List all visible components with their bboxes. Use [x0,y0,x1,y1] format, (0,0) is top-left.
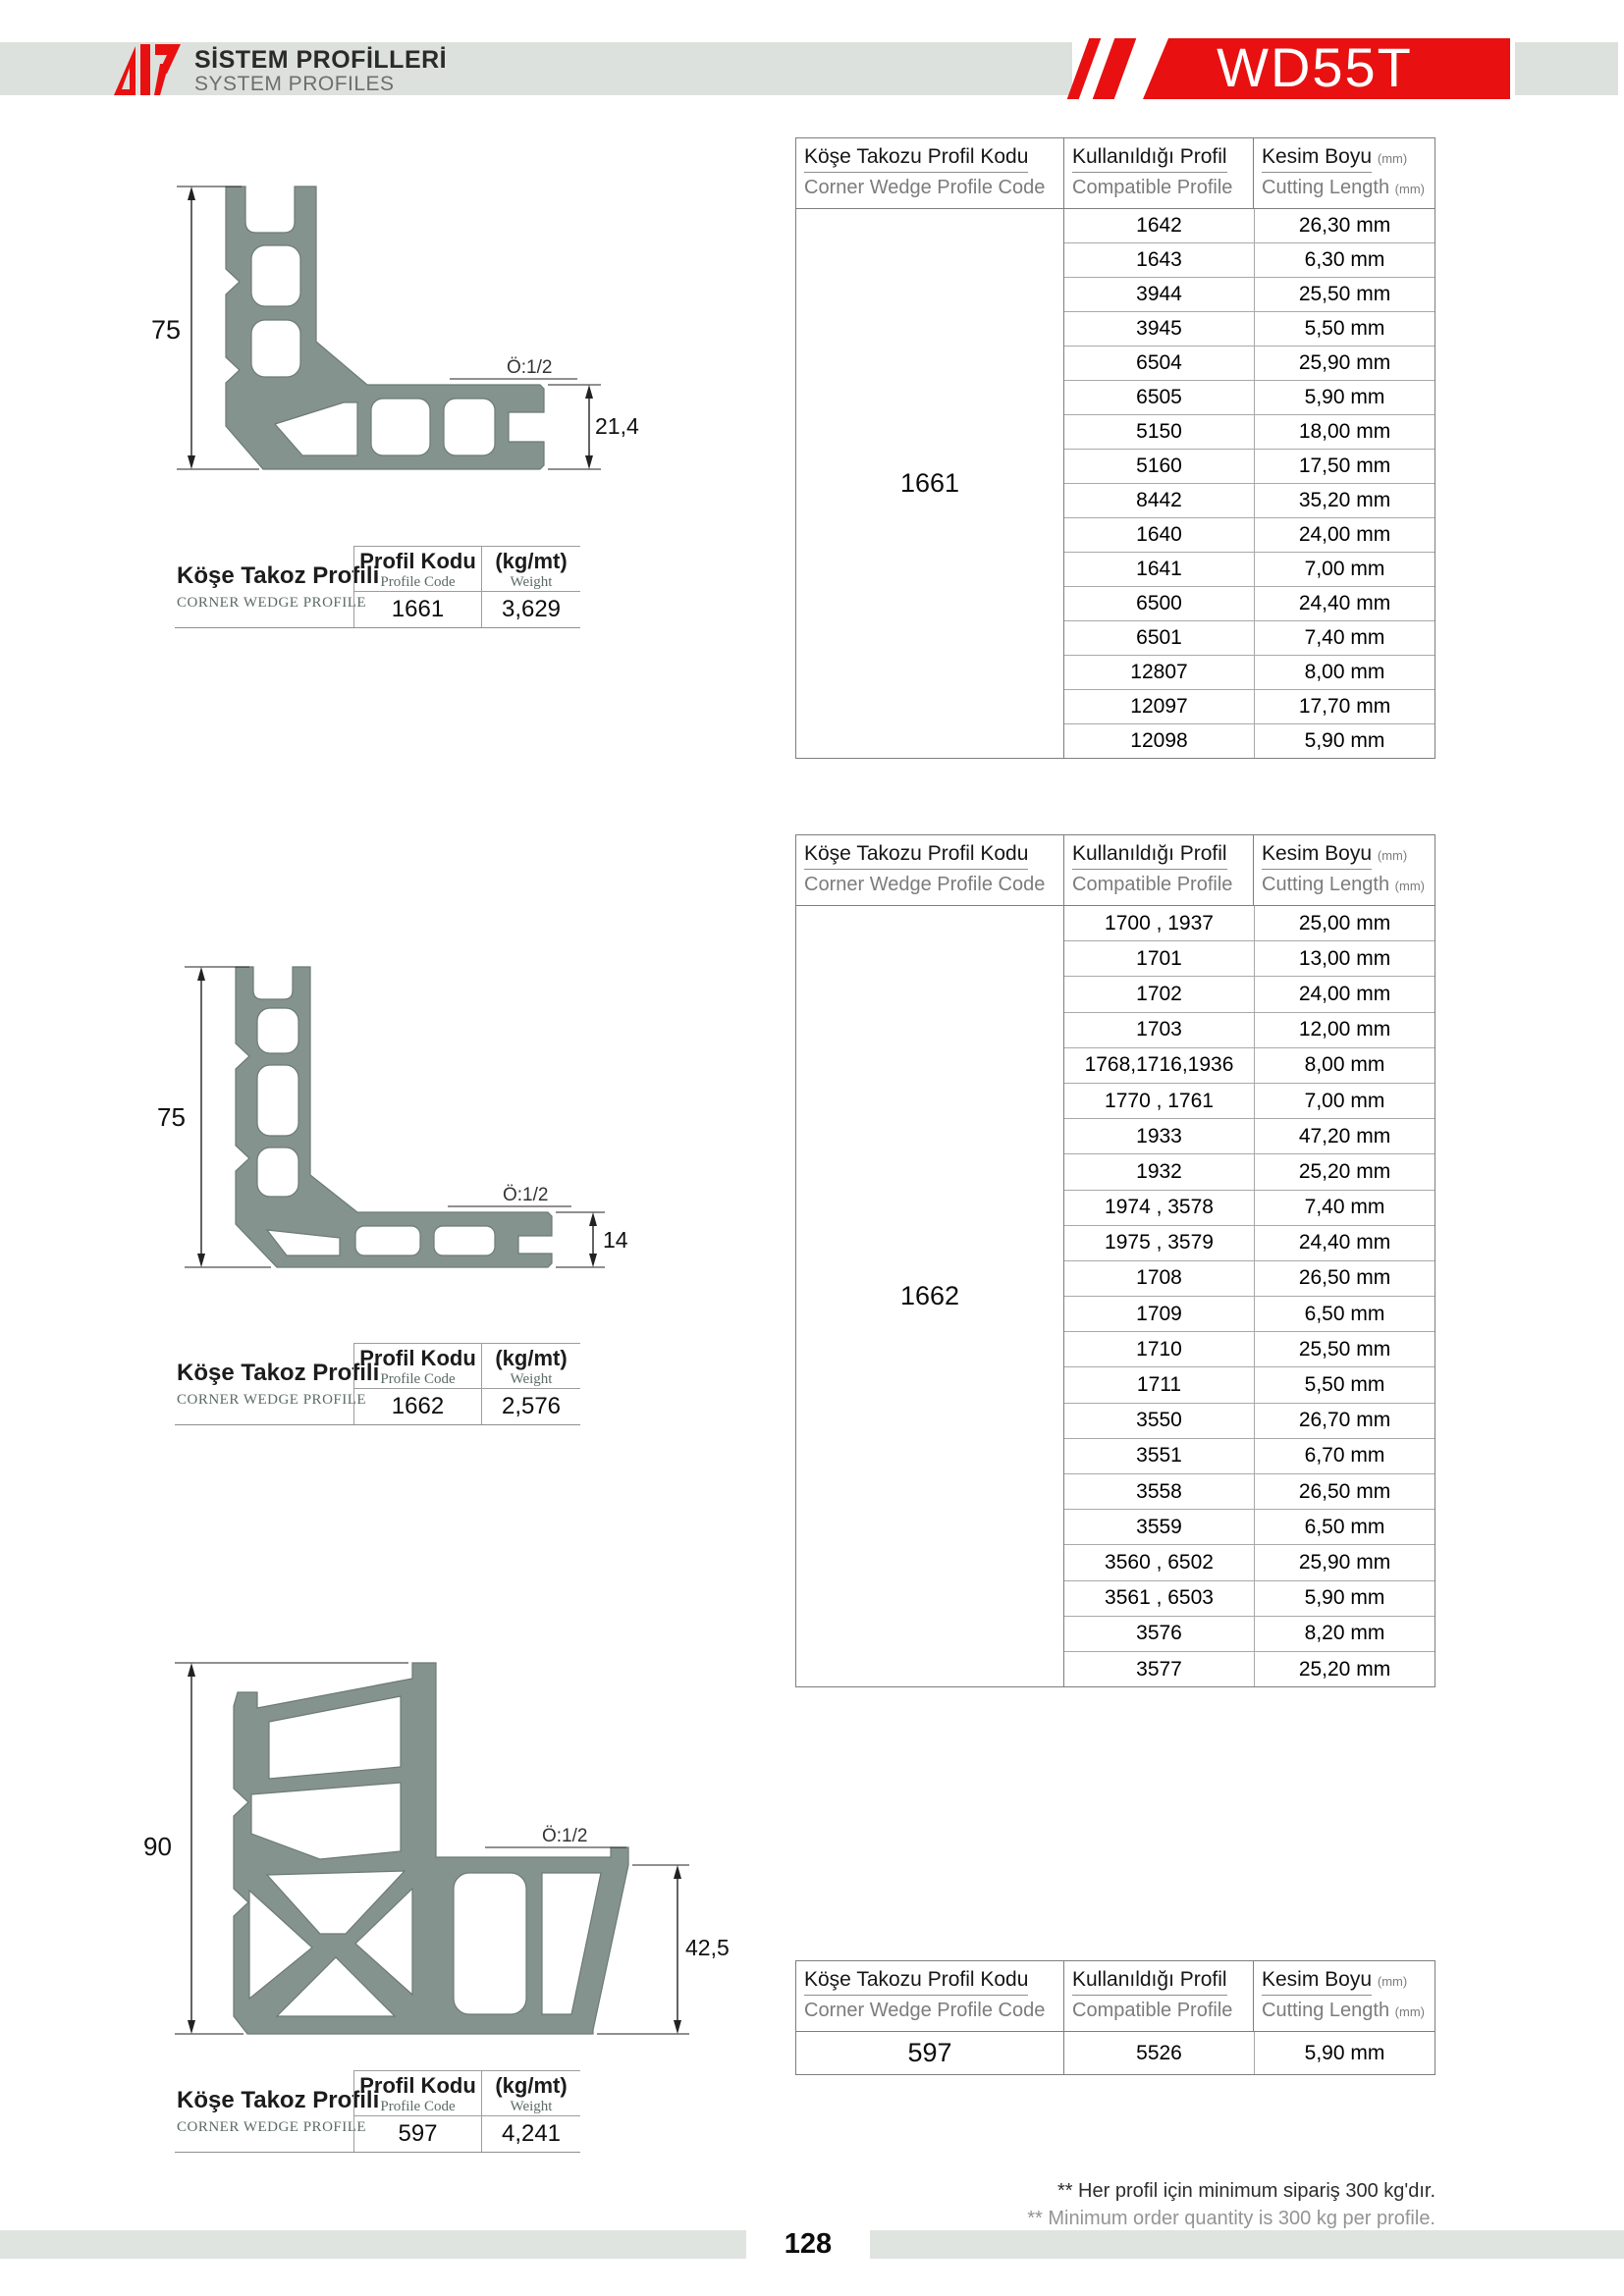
arrow-down-icon [188,455,195,469]
profile-code-header [354,2071,481,2116]
footnotes [884,2177,1435,2232]
corner-wedge-profile-label-en: CORNER WEDGE PROFILE [177,2118,367,2135]
compatible-profile-cell: 1711 [1136,1373,1182,1397]
compatible-profile-cell: 8442 [1136,489,1182,511]
table-row [1064,1403,1435,1438]
weight-value: 3,629 [501,596,562,622]
table-row [1064,1260,1435,1296]
compatible-profile-cell: 1974 , 3578 [1105,1196,1214,1219]
compatible-profile-cell: 6500 [1136,592,1182,614]
table-row [1064,723,1435,758]
header-corner-wedge [796,1961,1063,2031]
compatible-profile-cell: 1708 [1136,1266,1182,1290]
compatible-profile-cell: 3560 , 6502 [1105,1550,1214,1574]
scale-label: Ö:1/2 [507,357,553,378]
corner-wedge-profile-label-en: CORNER WEDGE PROFILE [177,1391,367,1408]
profile-code-header-tr: Profil Kodu [359,2073,476,2098]
profile-code-column [353,2070,481,2152]
weight-header [482,547,580,592]
profile-code-column [353,546,481,627]
table-row [1064,346,1435,380]
header-col1-en: Corner Wedge Profile Code [804,874,1046,895]
header-col1-tr: Köşe Takozu Profil Kodu [804,1968,1028,1996]
cutting-length-cell: 7,00 mm [1254,1084,1435,1118]
header-compatible-profile [1063,138,1253,208]
compatible-profile-cell: 1702 [1136,982,1182,1005]
banner-stripe-thick [1093,38,1137,99]
info-table-row-label [175,1343,380,1424]
table-row [1064,1118,1435,1153]
cutting-length-cell: 26,30 mm [1254,209,1435,242]
weight-header-tr: (kg/mt) [495,1346,568,1370]
header-col1-tr: Köşe Takozu Profil Kodu [804,842,1028,870]
cutting-length-cell: 25,90 mm [1254,347,1435,380]
table-row [1064,1047,1435,1083]
arrow-up-icon [589,1212,597,1226]
compatible-profile-cell: 3577 [1136,1657,1182,1681]
cutting-length-cell: 24,40 mm [1254,587,1435,620]
header-col3-tr: Kesim Boyu [1262,145,1372,173]
info-table-row-label [175,2070,380,2152]
cutting-length-cell: 5,90 mm [1254,724,1435,758]
weight-value: 2,576 [501,1393,562,1419]
profile-cavity [257,1148,298,1197]
compatible-profile-cell: 3551 [1136,1444,1182,1468]
compatibility-table-1662 [795,834,1435,1687]
profile-code-value: 1661 [391,596,445,622]
table-row [1064,414,1435,449]
compatible-profile-cell: 1703 [1136,1018,1182,1041]
cutting-length-cell: 17,50 mm [1254,450,1435,483]
scale-label: Ö:1/2 [542,1826,588,1846]
table-row [1064,586,1435,620]
cutting-length-cell: 24,00 mm [1254,518,1435,552]
header-col3-unit-tr: (mm) [1377,1974,1408,1989]
compatible-profile-cell: 1709 [1136,1302,1182,1325]
compatible-profile-cell: 12807 [1130,661,1188,683]
profile-code-header-tr: Profil Kodu [359,549,476,573]
compatibility-table-597 [795,1960,1435,2075]
arrow-down-icon [589,1254,597,1267]
arrow-up-icon [674,1865,681,1879]
cutting-length-cell: 7,40 mm [1254,621,1435,655]
technical-drawing-1661 [108,177,658,530]
table-row [1064,1331,1435,1366]
weight-column [481,546,580,627]
table-header-row [796,1961,1435,2032]
arrow-up-icon [585,385,593,399]
compatible-profile-cell: 1768,1716,1936 [1084,1053,1234,1077]
page-number-box [746,2230,870,2259]
header-col3-unit-tr: (mm) [1377,151,1408,166]
compatible-profile-cell: 1643 [1136,248,1182,271]
header-col3-en: Cutting Length [1262,2000,1390,2021]
table-row [1064,1190,1435,1225]
compatible-profile-cell: 1975 , 3579 [1105,1231,1214,1255]
table-row [1064,655,1435,689]
table-row [1064,311,1435,346]
header-col3-unit-en: (mm) [1394,182,1425,196]
table-row [1064,906,1435,940]
page-title-english: SYSTEM PROFILES [194,73,395,95]
table-row [1064,242,1435,277]
cutting-length-cell: 5,90 mm [1254,1581,1435,1616]
cutting-length-cell: 5,90 mm [1254,2032,1435,2074]
compatible-profile-cell: 3945 [1136,317,1182,340]
cutting-length-cell: 25,90 mm [1254,1545,1435,1579]
cutting-length-cell: 25,20 mm [1254,1652,1435,1686]
footnote-english: ** Minimum order quantity is 300 kg per profile. [1027,2208,1435,2229]
weight-column [481,2070,580,2152]
corner-wedge-code-cell: 1662 [899,1281,960,1311]
cutting-length-cell: 8,00 mm [1254,1048,1435,1083]
profile-cavity [371,399,430,455]
header-col1-tr: Köşe Takozu Profil Kodu [804,145,1028,173]
compatible-profile-cell: 1932 [1136,1159,1182,1183]
header-col3-tr: Kesim Boyu [1262,842,1372,870]
table-row [1064,1438,1435,1473]
header-cutting-length [1253,138,1435,208]
compatible-profile-cell: 3576 [1136,1622,1182,1645]
header-col1-en: Corner Wedge Profile Code [804,177,1046,198]
cutting-length-cell: 24,00 mm [1254,977,1435,1011]
profile-cavity [355,1226,420,1255]
arrow-up-icon [197,967,205,981]
header-col3-en: Cutting Length [1262,177,1390,198]
header-col3-tr: Kesim Boyu [1262,1968,1372,1996]
compatible-profile-cell: 3944 [1136,283,1182,305]
table-row [1064,620,1435,655]
weight-header [482,1344,580,1389]
header-col2-en: Compatible Profile [1072,874,1233,895]
cutting-length-cell: 5,50 mm [1254,1367,1435,1402]
profile-code-value: 1662 [391,1393,445,1419]
cutting-length-cell: 25,50 mm [1254,1332,1435,1366]
dim-height-label: 75 [151,315,182,345]
cutting-length-cell: 5,50 mm [1254,312,1435,346]
dim-height-label: 75 [157,1102,186,1132]
table-rows [1063,906,1435,1686]
cutting-length-cell: 25,20 mm [1254,1154,1435,1189]
table-row [1064,1153,1435,1189]
profile-cavity [251,245,300,306]
compatible-profile-cell: 1933 [1136,1124,1182,1148]
compatible-profile-cell: 1641 [1136,558,1182,580]
compatible-profile-cell: 1640 [1136,523,1182,546]
header-col1-en: Corner Wedge Profile Code [804,2000,1046,2021]
dim-height-label: 90 [143,1832,172,1861]
corner-wedge-profile-label-tr: Köşe Takoz Profili [177,1359,380,1386]
profile-cavity [454,1873,526,2014]
page-title-turkish: SİSTEM PROFİLLERİ [194,46,448,74]
header-col2-en: Compatible Profile [1072,177,1233,198]
arrow-up-icon [188,187,195,200]
table-row [1064,483,1435,517]
table-row [1064,380,1435,414]
cutting-length-cell: 7,40 mm [1254,1191,1435,1225]
corner-wedge-code-cell: 1661 [899,468,960,498]
compatible-profile-cell: 6501 [1136,626,1182,649]
table-row [1064,1473,1435,1509]
table-row [1064,1366,1435,1402]
cutting-length-cell: 12,00 mm [1254,1013,1435,1047]
profile-code-header [354,547,481,592]
info-table-row-label [175,546,380,627]
table-row [1064,1651,1435,1686]
table-body [796,2032,1435,2074]
table-row [1064,1083,1435,1118]
profile-cavity [257,1065,298,1136]
info-table-1662 [175,1343,580,1425]
header-compatible-profile [1063,835,1253,905]
compatible-profile-cell: 5160 [1136,454,1182,477]
table-row [1064,1544,1435,1579]
weight-column [481,1343,580,1424]
compatible-profile-cell: 1770 , 1761 [1105,1089,1214,1112]
table-header-row [796,138,1435,209]
compatible-profile-cell: 3559 [1136,1515,1182,1538]
compatible-profile-cell: 3550 [1136,1409,1182,1432]
profile-code-header-en: Profile Code [380,2099,456,2114]
corner-wedge-profile-label-tr: Köşe Takoz Profili [177,2086,380,2113]
cutting-length-cell: 35,20 mm [1254,484,1435,517]
product-code-label: WD55T [1217,36,1413,98]
table-row [1064,2032,1435,2074]
compatible-profile-cell: 3558 [1136,1479,1182,1503]
table-body [796,209,1435,758]
cutting-length-cell: 6,50 mm [1254,1297,1435,1331]
cutting-length-cell: 6,50 mm [1254,1510,1435,1544]
weight-header-en: Weight [510,2099,553,2114]
cutting-length-cell: 8,20 mm [1254,1617,1435,1651]
cutting-length-cell: 24,40 mm [1254,1226,1435,1260]
brand-logo-icon [112,44,183,95]
table-row [1064,552,1435,586]
header-col3-unit-tr: (mm) [1377,848,1408,863]
arrow-down-icon [197,1254,205,1267]
compatible-profile-cell: 6504 [1136,351,1182,374]
compatible-profile-cell: 1710 [1136,1337,1182,1361]
profile-code-header [354,1344,481,1389]
profile-cavity [444,399,495,455]
table-row [1064,940,1435,976]
info-table-597 [175,2070,580,2153]
header-corner-wedge [796,835,1063,905]
header-col2-tr: Kullanıldığı Profil [1072,842,1227,870]
cutting-length-cell: 26,50 mm [1254,1474,1435,1509]
compatibility-table-1661 [795,137,1435,759]
table-row [1064,1296,1435,1331]
cutting-length-cell: 13,00 mm [1254,941,1435,976]
weight-header-tr: (kg/mt) [495,2073,568,2098]
cutting-length-cell: 6,30 mm [1254,243,1435,277]
footnote-turkish: ** Her profil için minimum sipariş 300 kg'dır. [1056,2180,1435,2202]
compatible-profile-cell: 5150 [1136,420,1182,443]
header-col3-en: Cutting Length [1262,874,1390,895]
cutting-length-cell: 17,70 mm [1254,690,1435,723]
cutting-length-cell: 26,70 mm [1254,1404,1435,1438]
arrow-down-icon [674,2020,681,2034]
page-number: 128 [784,2228,833,2260]
corner-wedge-profile-label-tr: Köşe Takoz Profili [177,561,380,589]
scale-label: Ö:1/2 [503,1185,549,1205]
info-table-1661 [175,546,580,628]
header-col3-unit-en: (mm) [1394,879,1425,893]
cutting-length-cell: 7,00 mm [1254,553,1435,586]
technical-drawing-597 [88,1649,776,2061]
cutting-length-cell: 5,90 mm [1254,381,1435,414]
profile-cavity [434,1226,495,1255]
corner-wedge-code-cell: 597 [907,2038,952,2067]
weight-header-en: Weight [510,574,553,590]
cutting-length-cell: 6,70 mm [1254,1439,1435,1473]
arrow-down-icon [188,2020,195,2034]
dim-side-label: 21,4 [595,413,639,439]
table-row [1064,1225,1435,1260]
table-rows [1063,209,1435,758]
compatible-profile-cell: 3561 , 6503 [1105,1586,1214,1610]
profile-code-value: 597 [398,2120,438,2147]
table-rows [1063,2032,1435,2074]
technical-drawing-1662 [108,957,658,1320]
dim-side-label: 14 [603,1227,628,1253]
cutting-length-cell: 25,00 mm [1254,906,1435,940]
profile-code-column [353,1343,481,1424]
header-cutting-length [1253,835,1435,905]
cutting-length-cell: 47,20 mm [1254,1119,1435,1153]
cutting-length-cell: 8,00 mm [1254,656,1435,689]
compatible-profile-cell: 12097 [1130,695,1188,718]
header-compatible-profile [1063,1961,1253,2031]
header-col3-unit-en: (mm) [1394,2004,1425,2019]
corner-wedge-profile-label-en: CORNER WEDGE PROFILE [177,594,367,611]
profile-code-header-en: Profile Code [380,574,456,590]
cutting-length-cell: 18,00 mm [1254,415,1435,449]
cutting-length-cell: 26,50 mm [1254,1261,1435,1296]
weight-value: 4,241 [501,2120,562,2147]
arrow-up-icon [188,1663,195,1677]
table-row [1064,517,1435,552]
profile-cavity [257,1008,298,1053]
table-row [1064,1616,1435,1651]
compatible-profile-cell: 12098 [1130,729,1188,752]
profile-cavity [251,320,300,377]
table-row [1064,449,1435,483]
compatible-profile-cell: 5526 [1136,2041,1182,2064]
table-row [1064,1580,1435,1616]
table-row [1064,689,1435,723]
header-cutting-length [1253,1961,1435,2031]
compatible-profile-cell: 1642 [1136,214,1182,237]
weight-header-tr: (kg/mt) [495,549,568,573]
table-row [1064,1012,1435,1047]
weight-header [482,2071,580,2116]
table-body [796,906,1435,1686]
compatible-profile-cell: 1700 , 1937 [1105,911,1214,934]
profile-code-header-tr: Profil Kodu [359,1346,476,1370]
table-row [1064,277,1435,311]
header-band-right [1515,42,1618,95]
header-col2-tr: Kullanıldığı Profil [1072,145,1227,173]
table-row [1064,209,1435,242]
cutting-length-cell: 25,50 mm [1254,278,1435,311]
header-corner-wedge [796,138,1063,208]
table-row [1064,976,1435,1011]
arrow-down-icon [585,455,593,469]
compatible-profile-cell: 1701 [1136,946,1182,970]
profile-code-header-en: Profile Code [380,1371,456,1387]
table-row [1064,1509,1435,1544]
dim-side-label: 42,5 [685,1935,730,1960]
table-header-row [796,835,1435,906]
weight-header-en: Weight [510,1371,553,1387]
header-col2-tr: Kullanıldığı Profil [1072,1968,1227,1996]
header-col2-en: Compatible Profile [1072,2000,1233,2021]
compatible-profile-cell: 6505 [1136,386,1182,408]
